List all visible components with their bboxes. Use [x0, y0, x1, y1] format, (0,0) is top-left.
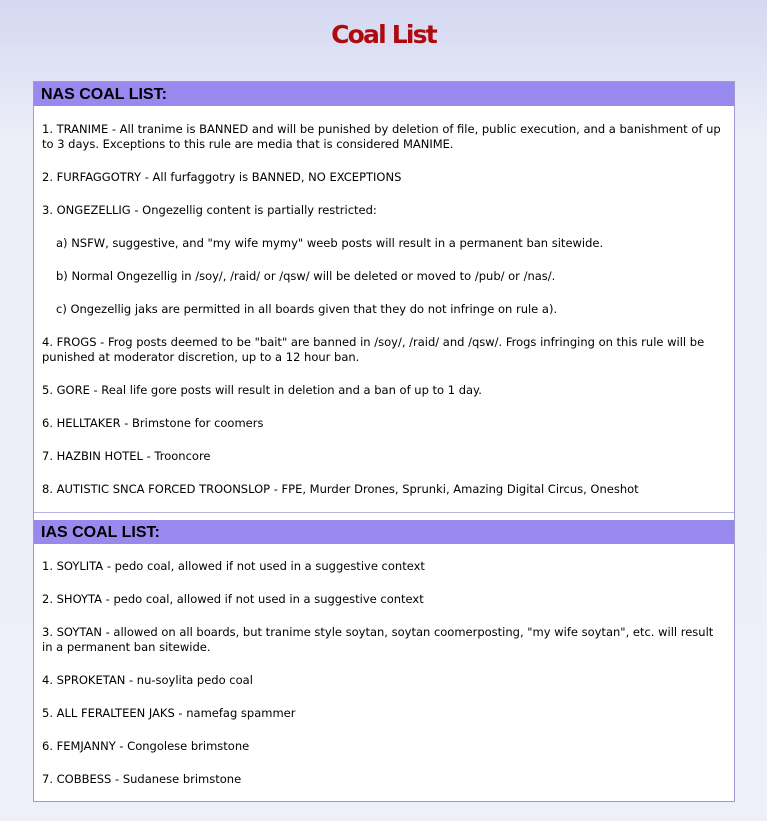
- nas-rule-gore: 5. GORE - Real life gore posts will result in deletion and a ban of up to 1 day.: [42, 383, 482, 397]
- page-title: Coal List: [331, 20, 436, 49]
- nas-section-header: NAS COAL LIST:: [34, 82, 734, 106]
- nas-rule-helltaker: 6. HELLTAKER - Brimstone for coomers: [42, 416, 264, 430]
- ias-rule-shoyta: 2. SHOYTA - pedo coal, allowed if not used in a suggestive context: [42, 592, 424, 606]
- nas-rule-ongezellig-a: a) NSFW, suggestive, and "my wife mymy" weeb posts will result in a permanent ban sitewide.: [56, 236, 604, 250]
- nas-rule-hazbin-hotel: 7. HAZBIN HOTEL - Trooncore: [42, 449, 211, 463]
- section-divider: [34, 512, 734, 513]
- ias-rule-soylita: 1. SOYLITA - pedo coal, allowed if not used in a suggestive context: [42, 559, 425, 573]
- nas-rule-furfaggotry: 2. FURFAGGOTRY - All furfaggotry is BANNED, NO EXCEPTIONS: [42, 170, 402, 184]
- nas-rule-autistic-snca: 8. AUTISTIC SNCA FORCED TROONSLOP - FPE, Murder Drones, Sprunki, Amazing Digital Circus, Oneshot: [42, 482, 639, 496]
- ias-rule-feralteen-jaks: 5. ALL FERALTEEN JAKS - namefag spammer: [42, 706, 296, 720]
- ias-rules-list: [34, 559, 734, 787]
- nas-rule-ongezellig: 3. ONGEZELLIG - Ongezellig content is partially restricted:: [42, 203, 377, 217]
- nas-rule-frogs: 4. FROGS - Frog posts deemed to be "bait" are banned in /soy/, /raid/ and /qsw/. Frogs infringing on this rule will be punished at moderator discretion, up to a 12 hour ban.: [42, 335, 705, 364]
- ias-rule-femjanny: 6. FEMJANNY - Congolese brimstone: [42, 739, 250, 753]
- nas-rule-ongezellig-c: c) Ongezellig jaks are permitted in all boards given that they do not infringe on rule a).: [56, 302, 558, 316]
- ias-section-header: IAS COAL LIST:: [34, 520, 734, 544]
- nas-rule-ongezellig-b: b) Normal Ongezellig in /soy/, /raid/ or /qsw/ will be deleted or moved to /pub/ or /nas/.: [56, 269, 556, 283]
- nas-rules-list: [34, 122, 734, 497]
- coal-list-box: [33, 81, 735, 802]
- ias-rule-soytan: 3. SOYTAN - allowed on all boards, but tranime style soytan, soytan coomerposting, "my wife soytan", etc. will result in a permanent ban sitewide.: [42, 625, 714, 654]
- ias-rule-cobbess: 7. COBBESS - Sudanese brimstone: [42, 772, 242, 786]
- nas-rule-tranime: 1. TRANIME - All tranime is BANNED and will be punished by deletion of file, public execution, and a banishment of up to 3 days. Exceptions to this rule are media that is considered MANIME.: [42, 122, 721, 151]
- ias-rule-sproketan: 4. SPROKETAN - nu-soylita pedo coal: [42, 673, 253, 687]
